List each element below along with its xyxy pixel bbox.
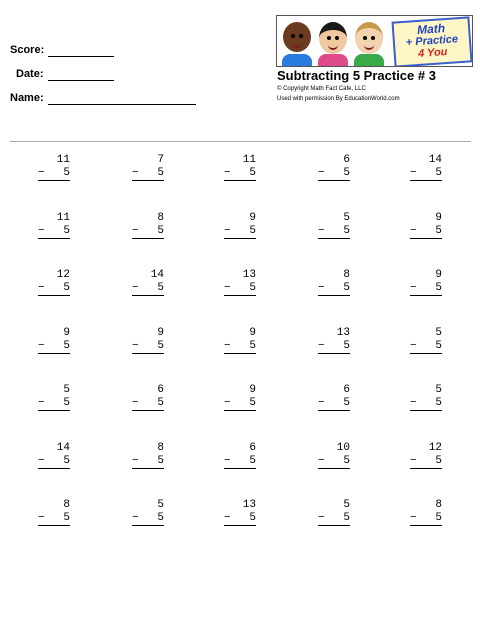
subtrahend: 5 [343, 282, 350, 294]
minus-sign: − [318, 512, 325, 524]
subtrahend: 5 [435, 512, 442, 524]
subtraction-problem [410, 212, 442, 239]
subtrahend-line [132, 167, 164, 181]
minus-sign: − [132, 397, 139, 409]
subtrahend: 5 [157, 512, 164, 524]
subtrahend: 5 [343, 340, 350, 352]
score-label: Score: [10, 44, 45, 56]
subtrahend-line [224, 455, 256, 469]
subtraction-problem [38, 212, 70, 239]
eye-icon [335, 36, 339, 40]
subtrahend-line [224, 397, 256, 411]
minuend: 8 [435, 499, 442, 511]
minus-sign: − [224, 167, 231, 179]
subtrahend-line [132, 282, 164, 296]
subtraction-problem [224, 499, 256, 526]
subtrahend-line [38, 340, 70, 354]
subtraction-problem [132, 154, 164, 181]
minuend: 8 [157, 212, 164, 224]
minuend: 13 [242, 269, 256, 281]
minuend: 9 [435, 212, 442, 224]
subtrahend-line [318, 167, 350, 181]
minus-sign: − [132, 282, 139, 294]
minuend: 5 [63, 384, 70, 396]
subtrahend-line [224, 225, 256, 239]
minuend: 9 [249, 384, 256, 396]
smile-icon [364, 44, 374, 50]
minus-sign: − [38, 340, 45, 352]
minus-sign: − [132, 340, 139, 352]
minus-sign: − [132, 455, 139, 467]
subtrahend-line [132, 455, 164, 469]
subtraction-problem [132, 327, 164, 354]
minus-sign: − [224, 455, 231, 467]
problem-row [0, 269, 480, 305]
subtrahend: 5 [435, 282, 442, 294]
girl-face-icon [319, 22, 347, 54]
minus-sign: − [318, 167, 325, 179]
minuend: 6 [157, 384, 164, 396]
subtraction-problem [318, 212, 350, 239]
minuend: 7 [157, 154, 164, 166]
minus-sign: − [224, 340, 231, 352]
subtrahend-line [410, 225, 442, 239]
subtraction-problem [132, 212, 164, 239]
subtrahend-line [38, 225, 70, 239]
minus-sign: − [132, 225, 139, 237]
minus-sign: − [224, 225, 231, 237]
eye-icon [363, 36, 367, 40]
subtraction-problem [224, 212, 256, 239]
subtraction-problem [410, 442, 442, 469]
minus-sign: − [38, 167, 45, 179]
minus-sign: − [318, 282, 325, 294]
subtraction-problem [132, 269, 164, 296]
minuend: 8 [63, 499, 70, 511]
subtrahend-line [38, 455, 70, 469]
score-blank-line[interactable] [48, 56, 114, 57]
subtrahend: 5 [157, 167, 164, 179]
subtrahend: 5 [63, 167, 70, 179]
subtrahend: 5 [435, 340, 442, 352]
logo-text-4you: 4 You [417, 45, 448, 60]
minus-sign: − [410, 397, 417, 409]
minus-sign: − [410, 225, 417, 237]
subtraction-problem [224, 269, 256, 296]
subtrahend-line [318, 225, 350, 239]
subtrahend: 5 [343, 225, 350, 237]
subtrahend-line [132, 340, 164, 354]
subtrahend-line [38, 512, 70, 526]
subtrahend: 5 [249, 397, 256, 409]
minuend: 9 [63, 327, 70, 339]
minus-sign: − [224, 512, 231, 524]
math-practice-logo [276, 15, 473, 67]
kid-shirt-icon [318, 54, 348, 66]
subtrahend: 5 [435, 397, 442, 409]
subtrahend-line [410, 167, 442, 181]
subtrahend: 5 [157, 340, 164, 352]
subtrahend: 5 [249, 340, 256, 352]
subtrahend: 5 [249, 167, 256, 179]
subtrahend: 5 [63, 225, 70, 237]
subtraction-problem [224, 442, 256, 469]
subtrahend-line [318, 282, 350, 296]
subtraction-problem [132, 499, 164, 526]
subtraction-problem [38, 442, 70, 469]
minus-sign: − [318, 397, 325, 409]
name-field [10, 92, 44, 104]
eye-icon [371, 36, 375, 40]
minuend: 12 [428, 442, 442, 454]
subtrahend-line [410, 340, 442, 354]
problem-row [0, 442, 480, 478]
subtrahend-line [318, 455, 350, 469]
kid-shirt-icon [282, 54, 312, 66]
logo-text-practice: + Practice [405, 33, 459, 49]
problem-row [0, 154, 480, 190]
date-blank-line[interactable] [48, 80, 114, 81]
subtraction-problem [410, 154, 442, 181]
problem-row [0, 327, 480, 363]
subtrahend-line [132, 397, 164, 411]
subtraction-problem [38, 154, 70, 181]
subtrahend-line [132, 225, 164, 239]
subtrahend-line [224, 340, 256, 354]
subtraction-problem [318, 269, 350, 296]
minuend: 13 [336, 327, 350, 339]
minuend: 8 [343, 269, 350, 281]
subtrahend: 5 [343, 512, 350, 524]
subtrahend-line [318, 340, 350, 354]
subtraction-problem [318, 499, 350, 526]
subtrahend: 5 [435, 455, 442, 467]
subtraction-problem [410, 499, 442, 526]
minuend: 5 [343, 499, 350, 511]
minus-sign: − [410, 167, 417, 179]
kid-shirt-icon [354, 54, 384, 66]
subtraction-problem [132, 442, 164, 469]
minuend: 9 [249, 212, 256, 224]
minuend: 12 [56, 269, 70, 281]
score-field [10, 44, 44, 56]
minus-sign: − [224, 282, 231, 294]
subtraction-problem [38, 269, 70, 296]
smile-icon [328, 44, 338, 50]
minuend: 14 [56, 442, 70, 454]
subtraction-problem [38, 327, 70, 354]
subtrahend: 5 [249, 455, 256, 467]
minus-sign: − [318, 455, 325, 467]
eye-icon [299, 34, 303, 38]
subtraction-problem [318, 384, 350, 411]
smile-icon [292, 42, 302, 48]
minuend: 6 [343, 154, 350, 166]
subtrahend-line [224, 167, 256, 181]
math-practice-badge [391, 16, 472, 67]
worksheet-title: Subtracting 5 Practice # 3 [277, 68, 436, 83]
subtrahend: 5 [157, 282, 164, 294]
subtrahend: 5 [63, 512, 70, 524]
name-label: Name: [10, 92, 44, 104]
subtrahend: 5 [249, 512, 256, 524]
subtrahend-line [318, 397, 350, 411]
minuend: 6 [249, 442, 256, 454]
minus-sign: − [410, 340, 417, 352]
header-divider [10, 141, 471, 142]
minuend: 9 [157, 327, 164, 339]
minuend: 5 [157, 499, 164, 511]
minuend: 9 [435, 269, 442, 281]
subtrahend-line [410, 397, 442, 411]
subtrahend-line [38, 282, 70, 296]
subtrahend: 5 [157, 225, 164, 237]
subtrahend: 5 [343, 455, 350, 467]
subtrahend: 5 [249, 282, 256, 294]
minus-sign: − [38, 512, 45, 524]
minus-sign: − [224, 397, 231, 409]
problem-row [0, 384, 480, 420]
minuend: 11 [56, 212, 70, 224]
subtraction-problem [410, 384, 442, 411]
subtrahend-line [38, 397, 70, 411]
minus-sign: − [410, 282, 417, 294]
minus-sign: − [38, 455, 45, 467]
subtrahend-line [410, 282, 442, 296]
subtrahend: 5 [435, 225, 442, 237]
minus-sign: − [132, 512, 139, 524]
minus-sign: − [318, 225, 325, 237]
permission-text: Used with permission By EducationWorld.com [277, 96, 400, 102]
subtraction-problem [224, 154, 256, 181]
minuend: 5 [435, 327, 442, 339]
minus-sign: − [132, 167, 139, 179]
subtrahend: 5 [249, 225, 256, 237]
subtraction-problem [410, 269, 442, 296]
subtrahend: 5 [63, 282, 70, 294]
subtraction-problem [318, 327, 350, 354]
subtraction-problem [132, 384, 164, 411]
subtraction-problem [38, 499, 70, 526]
minuend: 14 [428, 154, 442, 166]
date-field [16, 68, 44, 80]
minus-sign: − [318, 340, 325, 352]
minus-sign: − [38, 397, 45, 409]
minuend: 13 [242, 499, 256, 511]
subtrahend: 5 [343, 397, 350, 409]
subtrahend-line [132, 512, 164, 526]
subtrahend: 5 [63, 340, 70, 352]
problem-row [0, 499, 480, 535]
boy-with-glasses-face-icon [355, 22, 383, 54]
copyright-text: © Copyright Math Fact Cafe, LLC [277, 86, 366, 92]
subtrahend: 5 [435, 167, 442, 179]
subtrahend-line [38, 167, 70, 181]
subtrahend: 5 [157, 455, 164, 467]
minus-sign: − [410, 455, 417, 467]
subtraction-problem [410, 327, 442, 354]
subtraction-problem [224, 384, 256, 411]
subtrahend-line [318, 512, 350, 526]
logo-text-math: Math [416, 21, 446, 37]
name-blank-line[interactable] [48, 104, 196, 105]
eye-icon [291, 34, 295, 38]
minuend: 14 [150, 269, 164, 281]
subtrahend: 5 [343, 167, 350, 179]
minus-sign: − [410, 512, 417, 524]
minuend: 10 [336, 442, 350, 454]
minus-sign: − [38, 282, 45, 294]
subtrahend: 5 [157, 397, 164, 409]
subtraction-problem [224, 327, 256, 354]
minuend: 6 [343, 384, 350, 396]
subtrahend: 5 [63, 397, 70, 409]
minuend: 11 [56, 154, 70, 166]
minuend: 11 [242, 154, 256, 166]
date-label: Date: [16, 68, 44, 80]
problem-row [0, 212, 480, 248]
subtraction-problem [38, 384, 70, 411]
subtrahend-line [410, 455, 442, 469]
minus-sign: − [38, 225, 45, 237]
subtrahend-line [224, 512, 256, 526]
subtrahend-line [410, 512, 442, 526]
eye-icon [327, 36, 331, 40]
subtraction-problem [318, 154, 350, 181]
subtraction-problem [318, 442, 350, 469]
subtrahend: 5 [63, 455, 70, 467]
minuend: 8 [157, 442, 164, 454]
minuend: 5 [435, 384, 442, 396]
boy-face-icon [283, 22, 311, 52]
minuend: 9 [249, 327, 256, 339]
subtrahend-line [224, 282, 256, 296]
minuend: 5 [343, 212, 350, 224]
